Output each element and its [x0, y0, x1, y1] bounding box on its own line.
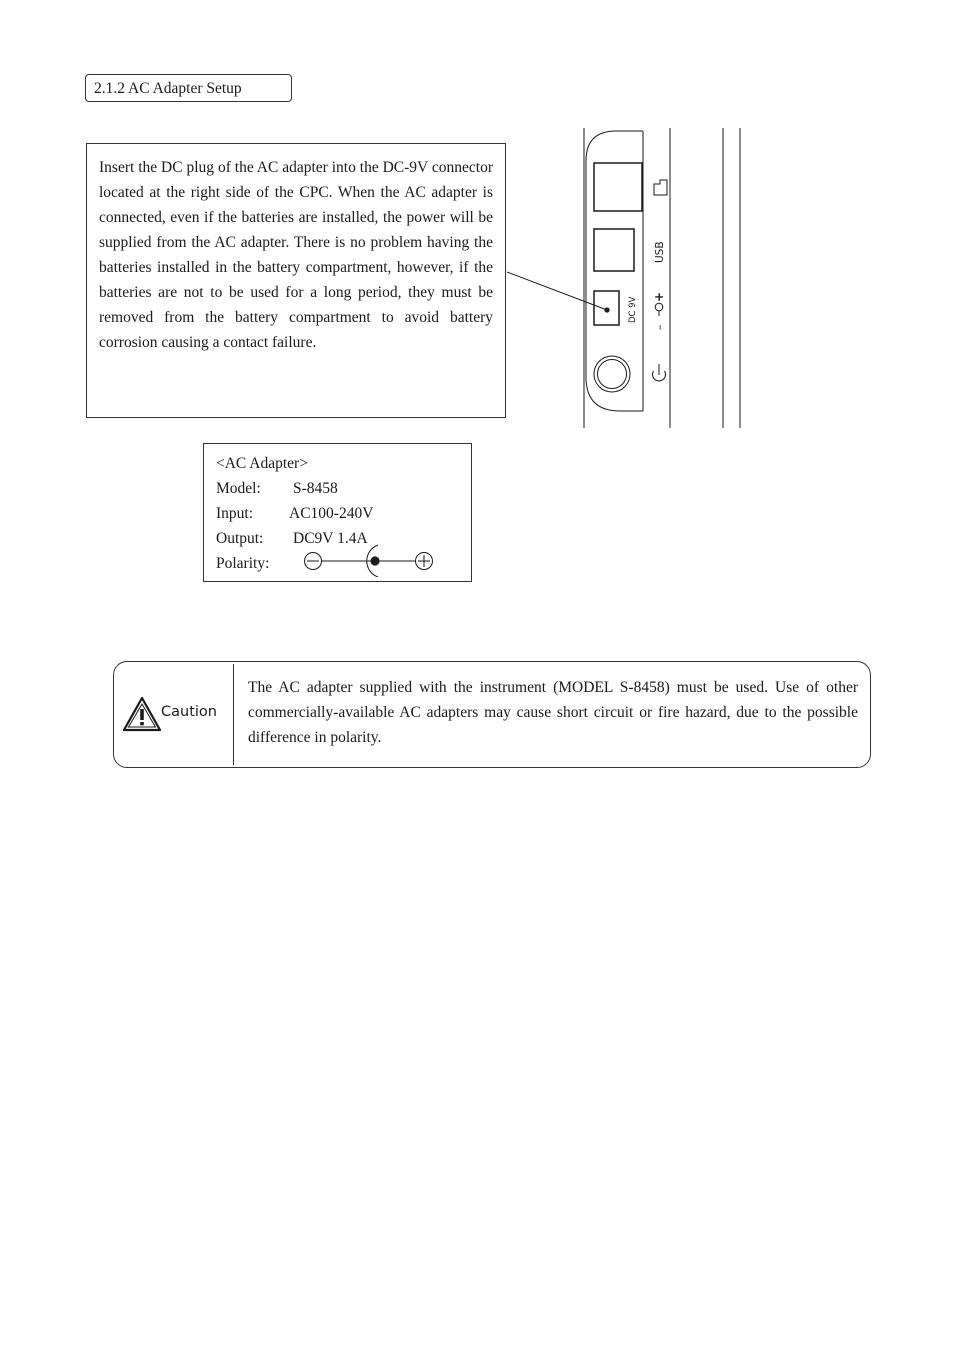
dc-minus-label: –	[653, 324, 666, 330]
dc-plus-label: +	[652, 291, 666, 302]
caution-box	[113, 661, 871, 768]
caution-text: The AC adapter supplied with the instrument (MODEL S-8458) must be used. Use of other commercially-available AC adapters may cause short circuit or fire hazard, due to the possible difference in polarity.	[248, 679, 858, 746]
ac-adapter-spec-box	[203, 443, 472, 582]
usb-label: USB	[654, 241, 666, 263]
input-label: Input:	[216, 505, 254, 522]
input-value: AC100-240V	[289, 505, 374, 522]
warning-triangle-icon	[122, 696, 162, 732]
caution-divider	[233, 664, 234, 765]
instructions-text: Insert the DC plug of the AC adapter into the DC-9V connector located at the right side of the CPC. When the AC adapter is connected, even if the batteries are installed, the power will be supplied from the AC adapter. There is no problem having the batteries installed in the battery compartment, however, if the batteries are not to be used for a long period, they must be removed from the battery compartment to avoid battery corrosion causing a contact failure.	[99, 159, 493, 351]
dc-9v-label: DC 9V	[628, 296, 638, 323]
output-label: Output:	[216, 530, 264, 547]
model-label: Model:	[216, 480, 261, 497]
section-title: 2.1.2 AC Adapter Setup	[85, 74, 292, 102]
instructions-box	[86, 143, 506, 418]
dc-jack-leader	[507, 272, 607, 310]
polarity-symbol	[302, 541, 452, 577]
ac-adapter-heading: <AC Adapter>	[216, 455, 308, 472]
dc-jack-dot	[604, 307, 609, 312]
model-value: S-8458	[293, 480, 338, 497]
center-pin-icon	[370, 556, 379, 565]
side-panel-diagram	[500, 125, 760, 435]
polarity-label: Polarity:	[216, 555, 270, 572]
output-value: DC9V 1.4A	[293, 530, 368, 547]
caution-label: Caution	[161, 704, 217, 720]
